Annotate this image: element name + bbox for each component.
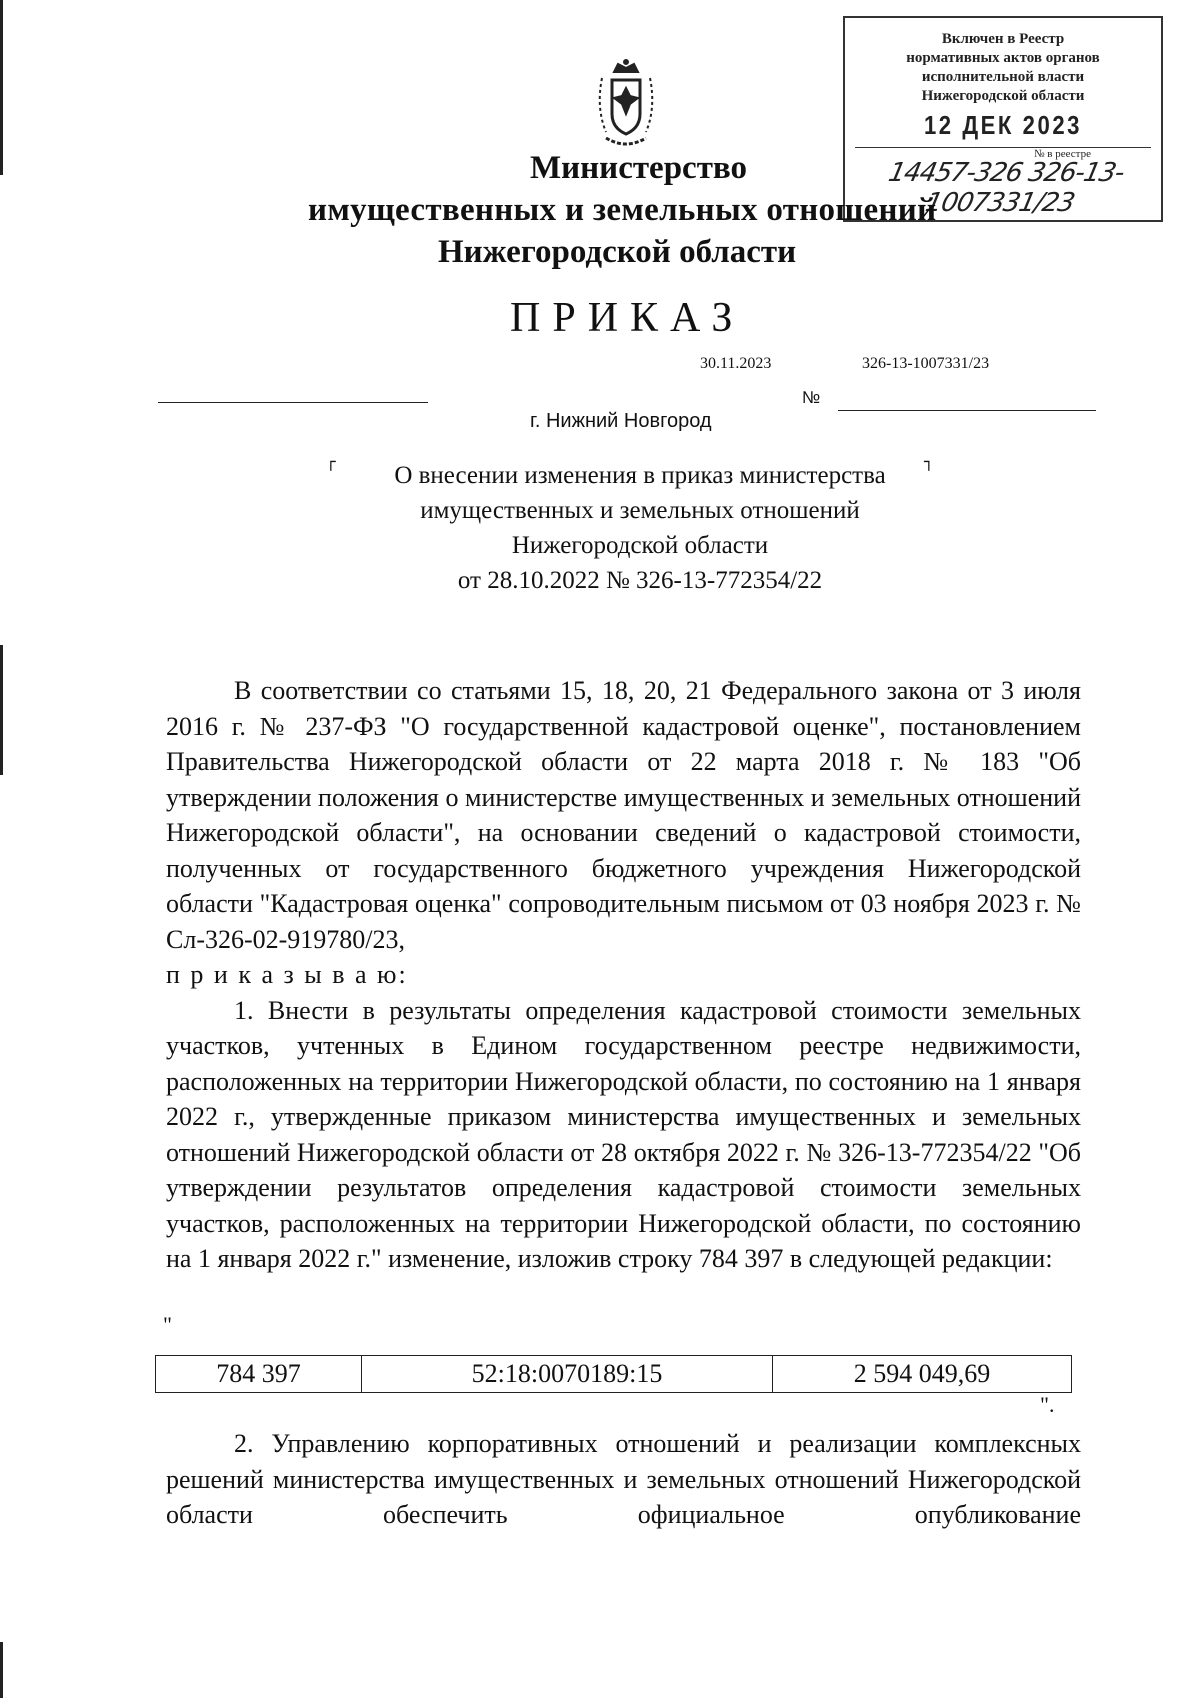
title-corner-mark: ┐ xyxy=(924,452,934,471)
title-line: Нижегородской области xyxy=(511,532,769,559)
scan-edge-mark xyxy=(0,645,3,775)
document-date: 30.11.2023 xyxy=(700,355,772,372)
scan-edge-mark xyxy=(0,0,3,175)
ministry-title: имущественных и земельных отношений xyxy=(308,192,937,228)
title-line: О внесении изменения в приказ министерства xyxy=(394,462,886,489)
item-1-paragraph: 1. Внести в результаты определения кадастровой стоимости земельных участков, учтенных в Едином государственном реестре недвижимости, расположенных на территории Нижегородской области, по состоянию на 1 января 2022 г., утвержденные приказом министерства имущественных и земельных отношений Нижегородской области от 28 октября 2022 г. № 326-13-772354/22 "Об утверждении результатов определения кадастровой стоимости земельных участков, расположенных на территории Нижегородской области, по состоянию на 1 января 2022 г." изменение, изложив строку 784 397 в следующей редакции: xyxy=(166,995,1081,1273)
table-cell-cadastral-value: 2 594 049,69 xyxy=(773,1356,1072,1393)
stamp-line: нормативных актов органов xyxy=(906,50,1100,66)
scan-edge-mark xyxy=(0,1642,3,1698)
table-cell-cadastral-number: 52:18:0070189:15 xyxy=(362,1356,773,1393)
order-word: п р и к а з ы в а ю: xyxy=(166,960,408,989)
document-body xyxy=(166,673,1081,1277)
city: г. Нижний Новгород xyxy=(530,410,712,432)
ministry-region: Нижегородской области xyxy=(438,234,797,270)
number-sign: № xyxy=(802,388,821,407)
number-underline xyxy=(838,410,1096,411)
document-body-continued xyxy=(166,1426,1081,1533)
preamble-paragraph: В соответствии со статьями 15, 18, 20, 21 Федерального закона от 3 июля 2016 г. № 237-ФЗ "О государственной кадастровой оценке", постановлением Правительства Нижегородской области от 22 марта 2018 г. № 183 "Об утверждении положения о министерстве имущественных и земельных отношений Нижегородской области", на основании сведений о кадастровой стоимости, полученных от государственного бюджетного учреждения Нижегородской области "Кадастровая оценка" сопроводительным письмом от 03 ноября 2023 г. № Сл-326-02-919780/23, xyxy=(166,676,1081,954)
quote-close: ". xyxy=(1040,1392,1055,1417)
stamp-line: Включен в Реестр xyxy=(941,31,1065,47)
stamp-line: Нижегородской области xyxy=(921,88,1085,104)
quote-open: " xyxy=(163,1312,172,1337)
stamp-registry-number: 14457-326 326-13-1007331/23 xyxy=(885,158,1127,218)
ministry-title: Министерство xyxy=(530,150,747,186)
coat-of-arms-icon xyxy=(578,58,674,154)
table-row xyxy=(156,1356,1072,1393)
document-type: ПРИКАЗ xyxy=(510,295,745,341)
title-line: от 28.10.2022 № 326-13-772354/22 xyxy=(457,567,823,594)
table-cell-row-number: 784 397 xyxy=(156,1356,362,1393)
stamp-registry-label: № в реестре xyxy=(1034,148,1091,160)
cadastral-table xyxy=(155,1355,1072,1393)
date-underline xyxy=(158,402,428,403)
stamp-date: 12 ДЕК 2023 xyxy=(923,110,1083,140)
title-corner-mark: ┌ xyxy=(326,452,336,471)
title-line: имущественных и земельных отношений xyxy=(420,497,860,524)
item-2-paragraph: 2. Управлению корпоративных отношений и реализации комплексных решений министерства имущественных и земельных отношений Нижегородской области обеспечить официальное опубликование xyxy=(166,1429,1081,1529)
document-title xyxy=(300,458,980,598)
stamp-line: исполнительной власти xyxy=(921,69,1085,85)
document-number: 326-13-1007331/23 xyxy=(862,355,990,372)
